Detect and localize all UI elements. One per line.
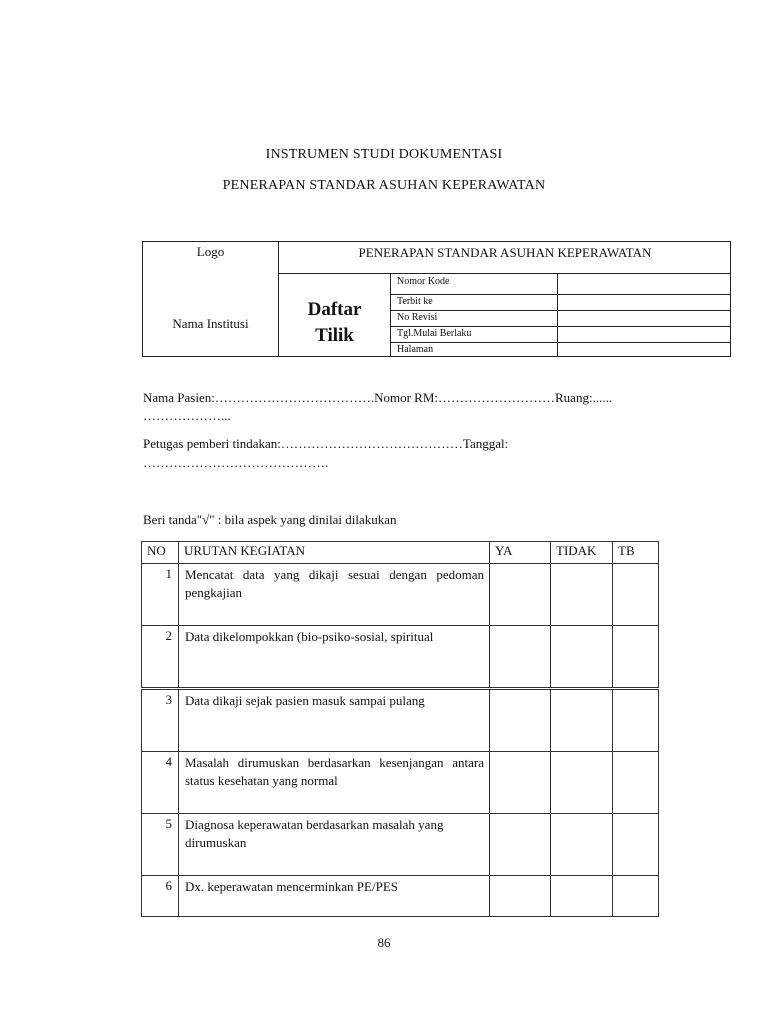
tb-cell[interactable] <box>613 876 659 917</box>
tb-cell[interactable] <box>613 626 659 689</box>
tidak-cell[interactable] <box>551 752 613 814</box>
checklist-table <box>141 541 659 917</box>
checklist-header-row <box>142 542 659 564</box>
col-header-tb: TB <box>613 542 659 564</box>
row-number: 1 <box>142 564 179 626</box>
field-terbit-ke: Terbit ke <box>397 296 433 307</box>
daftar-tilik-label: Daftar Tilik <box>307 299 362 346</box>
ya-cell[interactable] <box>490 626 551 689</box>
field-nomor-kode: Nomor Kode <box>397 276 450 287</box>
field-halaman: Halaman <box>397 344 434 355</box>
logo-placeholder: Logo <box>196 244 225 259</box>
row-number: 6 <box>142 876 179 917</box>
tb-cell[interactable] <box>613 689 659 752</box>
tidak-cell[interactable] <box>551 814 613 876</box>
table-row <box>142 689 659 752</box>
col-header-activity: URUTAN KEGIATAN <box>179 542 490 564</box>
tidak-cell[interactable] <box>551 626 613 689</box>
row-activity: Data dikaji sejak pasien masuk sampai pulang <box>179 689 490 752</box>
col-header-no: NO <box>142 542 179 564</box>
table-row <box>142 564 659 626</box>
row-number: 3 <box>142 689 179 752</box>
row-activity: Masalah dirumuskan berdasarkan kesenjangan antara status kesehatan yang normal <box>179 752 490 814</box>
table-row <box>142 752 659 814</box>
header-title: PENERAPAN STANDAR ASUHAN KEPERAWATAN <box>358 245 652 260</box>
tb-cell[interactable] <box>613 752 659 814</box>
document-title: INSTRUMEN STUDI DOKUMENTASI <box>265 147 503 162</box>
field-no-revisi: No Revisi <box>397 312 438 323</box>
table-row <box>142 626 659 689</box>
page-number: 86 <box>377 935 391 950</box>
table-row <box>142 876 659 917</box>
field-tgl-mulai-berlaku: Tgl.Mulai Berlaku <box>397 328 472 339</box>
header-table <box>142 241 731 357</box>
officer-info-line: Petugas pemberi tindakan:……………………………………Tanggal: <box>143 436 509 451</box>
ya-cell[interactable] <box>490 876 551 917</box>
row-activity: Diagnosa keperawatan berdasarkan masalah yang dirumuskan <box>179 814 490 876</box>
patient-info-line: Nama Pasien:……………………………….Nomor RM:………………………Ruang:...... <box>143 390 613 405</box>
row-activity: Dx. keperawatan mencerminkan PE/PES <box>179 876 490 917</box>
ya-cell[interactable] <box>490 564 551 626</box>
ya-cell[interactable] <box>490 752 551 814</box>
tb-cell[interactable] <box>613 564 659 626</box>
ya-cell[interactable] <box>490 689 551 752</box>
tb-cell[interactable] <box>613 814 659 876</box>
table-row <box>142 814 659 876</box>
document-subtitle: PENERAPAN STANDAR ASUHAN KEPERAWATAN <box>222 178 546 193</box>
tidak-cell[interactable] <box>551 564 613 626</box>
row-number: 4 <box>142 752 179 814</box>
institution-name: Nama Institusi <box>172 316 249 331</box>
instruction-text: Beri tanda"√" : bila aspek yang dinilai dilakukan <box>143 512 397 527</box>
patient-info-line-continued: ………………... <box>143 408 231 423</box>
row-activity: Data dikelompokkan (bio-psiko-sosial, spiritual <box>179 626 490 689</box>
row-activity: Mencatat data yang dikaji sesuai dengan pedoman pengkajian <box>179 564 490 626</box>
row-number: 2 <box>142 626 179 689</box>
officer-info-line-continued: ……………………………………. <box>143 455 329 470</box>
tidak-cell[interactable] <box>551 876 613 917</box>
col-header-ya: YA <box>490 542 551 564</box>
row-number: 5 <box>142 814 179 876</box>
tidak-cell[interactable] <box>551 689 613 752</box>
ya-cell[interactable] <box>490 814 551 876</box>
col-header-tidak: TIDAK <box>551 542 613 564</box>
